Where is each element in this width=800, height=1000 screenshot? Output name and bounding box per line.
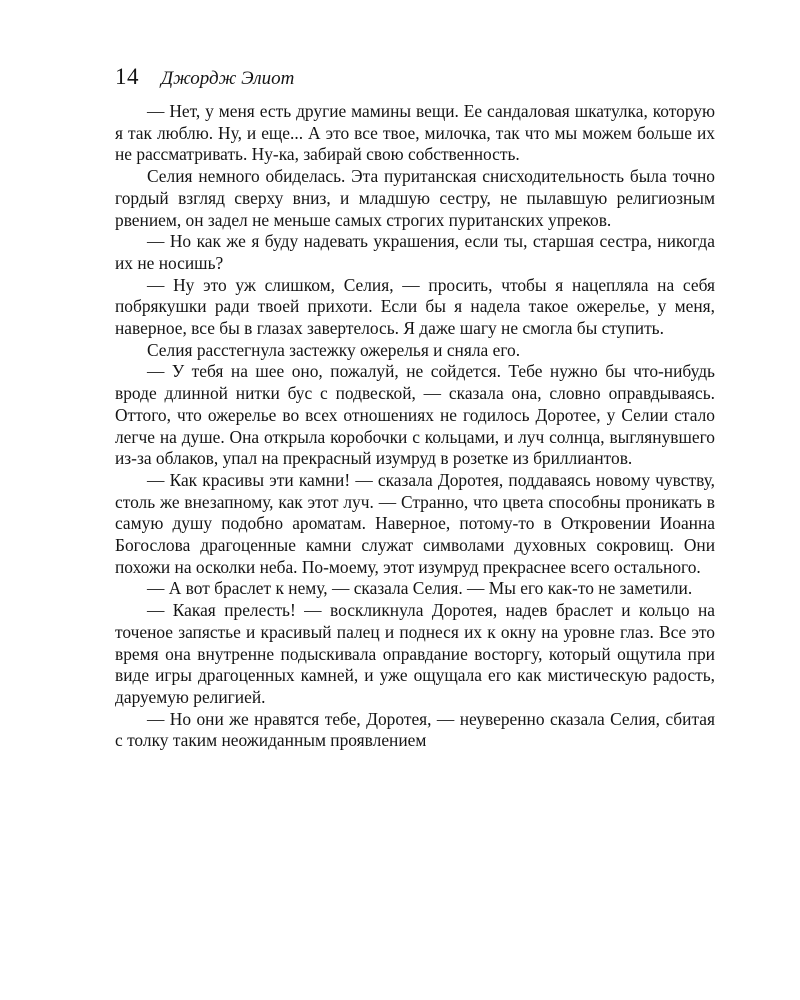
paragraph: Селия немного обиделась. Эта пуританская снисходительность была точно гордый взгляд сверху вниз, и младшую сестру, не пылавшую религиозным рвением, он задел не меньше самых строгих пуританских упреков. <box>115 166 715 230</box>
page-number: 14 <box>115 64 139 89</box>
paragraph: — Нет, у меня есть другие мамины вещи. Ее сандаловая шкатулка, которую я так люблю. Ну, и еще... А это все твое, милочка, так что мы можем больше их не рассматривать. Ну-ка, забирай свою собственность. <box>115 101 715 165</box>
paragraph: — А вот браслет к нему, — сказала Селия. — Мы его как-то не заметили. <box>147 578 693 599</box>
paragraph: — У тебя на шее оно, пожалуй, не сойдется. Тебе нужно бы что-нибудь вроде длинной нитки бус с подвеской, — сказала она, словно оправдываясь. Оттого, что ожерелье во всех отношениях не годилось Доротее, у Селии стало легче на душе. Она открыла коробочки с кольцами, и луч солнца, выглянувшего из-за облаков, упал на прекрасный изумруд в розетке из бриллиантов. <box>115 361 715 469</box>
paragraph: — Но как же я буду надевать украшения, если ты, старшая сестра, никогда их не носишь? <box>115 231 715 273</box>
paragraph: — Какая прелесть! — воскликнула Доротея, надев браслет и кольцо на точеное запястье и красивый палец и поднеся их к окну на уровне глаз. Все это время она внутренне подыскивала оправдание восторгу, который ощутила при виде игры драгоценных камней, и уже ощущала его как мистическую радость, даруемую религией. <box>115 600 715 707</box>
page-header <box>115 64 715 94</box>
running-head: Джордж Элиот <box>161 68 295 89</box>
paragraph: — Но они же нравятся тебе, Доротея, — неуверенно сказала Селия, сбитая с толку таким неожиданным проявлением <box>115 708 715 751</box>
paragraph: — Как красивы эти камни! — сказала Доротея, поддаваясь новому чувству, столь же внезапному, как этот луч. — Странно, что цвета способны проникать в самую душу подобно ароматам. Наверное, потому-то в Откровении Иоанна Богослова драгоценные камни служат символами духовных сокровищ. Они похожи на осколки неба. По-моему, этот изумруд прекраснее всего остального. <box>115 469 715 577</box>
paragraph: — Ну это уж слишком, Селия, — просить, чтобы я нацепляла на себя побрякушки ради твоей прихоти. Если бы я надела такое ожерелье, у меня, наверное, все бы в глазах завертелось. Я даже шагу не смогла бы ступить. <box>115 274 715 339</box>
book-page <box>115 64 715 752</box>
body-text <box>115 101 715 752</box>
paragraph: Селия расстегнула застежку ожерелья и сняла его. <box>147 339 521 360</box>
